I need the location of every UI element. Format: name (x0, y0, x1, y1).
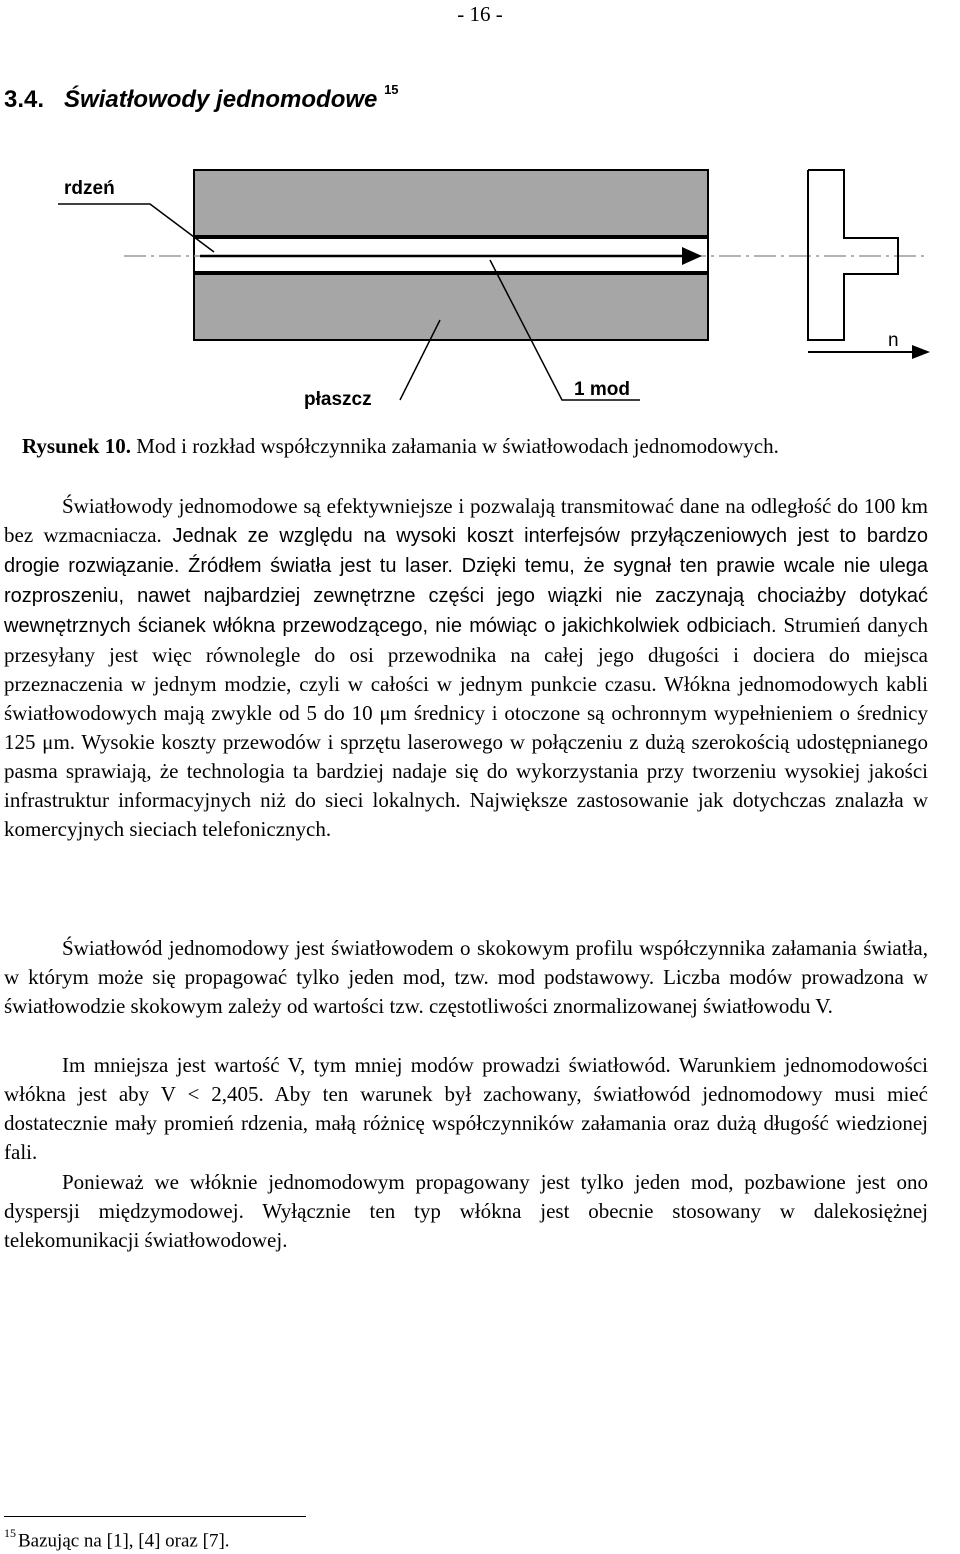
paragraph-1-part-a: Światłowody jednomodowe są efektywniejsze i pozwalają transmitować dane na odległość do 100 km bez wzmacniacza. (4, 494, 928, 547)
index-axis-label: n (888, 330, 899, 351)
caption-text: Mod i rozkład współczynnika załamania w światłowodach jednomodowych. (130, 434, 779, 458)
fiber-diagram (0, 160, 960, 420)
paragraph-2: Światłowód jednomodowy jest światłowodem o skokowym profilu współczynnika załamania światła, w którym może się propagować tylko jeden mod, tzw. mod podstawowy. Liczba modów prowadzona w światłowodzie skokowym zależy od wartości tzw. częstotliwości znormalizowanej światłowodu V. (4, 936, 928, 1018)
footnote-marker: 15 (4, 1526, 16, 1540)
paragraph-1-part-b: Jednak ze względu na wysoki koszt interfejsów przyłączeniowych jest to bardzo drogie rozwiązanie. Źródłem światła jest tu laser. (4, 525, 928, 577)
paragraph-1-part-d: Strumień danych przesyłany jest więc równolegle do osi przewodnika na całej jego długości i dociera do miejsca przeznaczenia w jednym modzie, czyli w całości w jednym punkcie czasu. Włókna jednomodowych kabli światłowodowych mają zwykle od 5 do 10 μm średnicy i otoczone są ochronnym wypełnieniem o średnicy 125 μm. Wysokie koszty przewodów i sprzętu laserowego w połączeniu z dużą szerokością udostępnianego pasma sprawiają, że technologia ta bardziej nadaje się do wykorzystania przy tworzeniu wysokiej jakości infrastruktur informacyjnych niż do sieci lokalnych. Największe zastosowanie jak dotychczas znalazła w komercyjnych sieciach telefonicznych. (4, 613, 929, 841)
section-heading (4, 82, 399, 114)
cladding-label: płaszcz (304, 389, 372, 410)
page-number: - 16 - (457, 2, 503, 26)
figure-caption (22, 434, 779, 459)
paragraph-4: Ponieważ we włóknie jednomodowym propagowany jest tylko jeden mod, pozbawione jest ono dyspersji międzymodowej. Wyłącznie ten typ włókna jest obecnie stosowany w dalekosiężnej telekomunikacji światłowodowej. (4, 1170, 928, 1252)
index-profile (808, 170, 898, 340)
lower-cladding (194, 274, 708, 340)
paragraph-1-part-c: Dzięki temu, że sygnał ten prawie wcale nie ulega rozproszeniu, nawet najbardziej zewnętrzne części jego wiązki nie zaczynają chociażby dotykać wewnętrznych ścianek włókna przewodzącego, nie mówiąc o jakichkolwiek odbiciach. (4, 555, 928, 637)
paragraph-1 (4, 492, 928, 844)
footnote (4, 1528, 230, 1552)
mode-label: 1 mod (574, 379, 630, 400)
section-title: Światłowody jednomodowe (64, 86, 378, 113)
upper-cladding (194, 170, 708, 236)
footnote-text: Bazując na [1], [4] oraz [7]. (18, 1530, 230, 1552)
index-axis-arrowhead-icon (912, 345, 930, 359)
caption-label: Rysunek 10. (22, 434, 131, 458)
fiber-figure (0, 160, 960, 420)
section-number: 3.4. (4, 86, 45, 113)
heading-footnote-ref: 15 (384, 82, 399, 97)
core-leader-line (58, 204, 214, 252)
paragraph-3: Im mniejsza jest wartość V, tym mniej modów prowadzi światłowód. Warunkiem jednomodowości włókna jest aby V < 2,405. Aby ten warunek był zachowany, światłowód jednomodowy musi mieć dostatecznie mały promień rdzenia, małą różnicę współczynników załamania oraz dużą długość wiedzionej fali. (4, 1053, 928, 1164)
core-label: rdzeń (64, 178, 115, 199)
footnote-separator (4, 1516, 306, 1517)
